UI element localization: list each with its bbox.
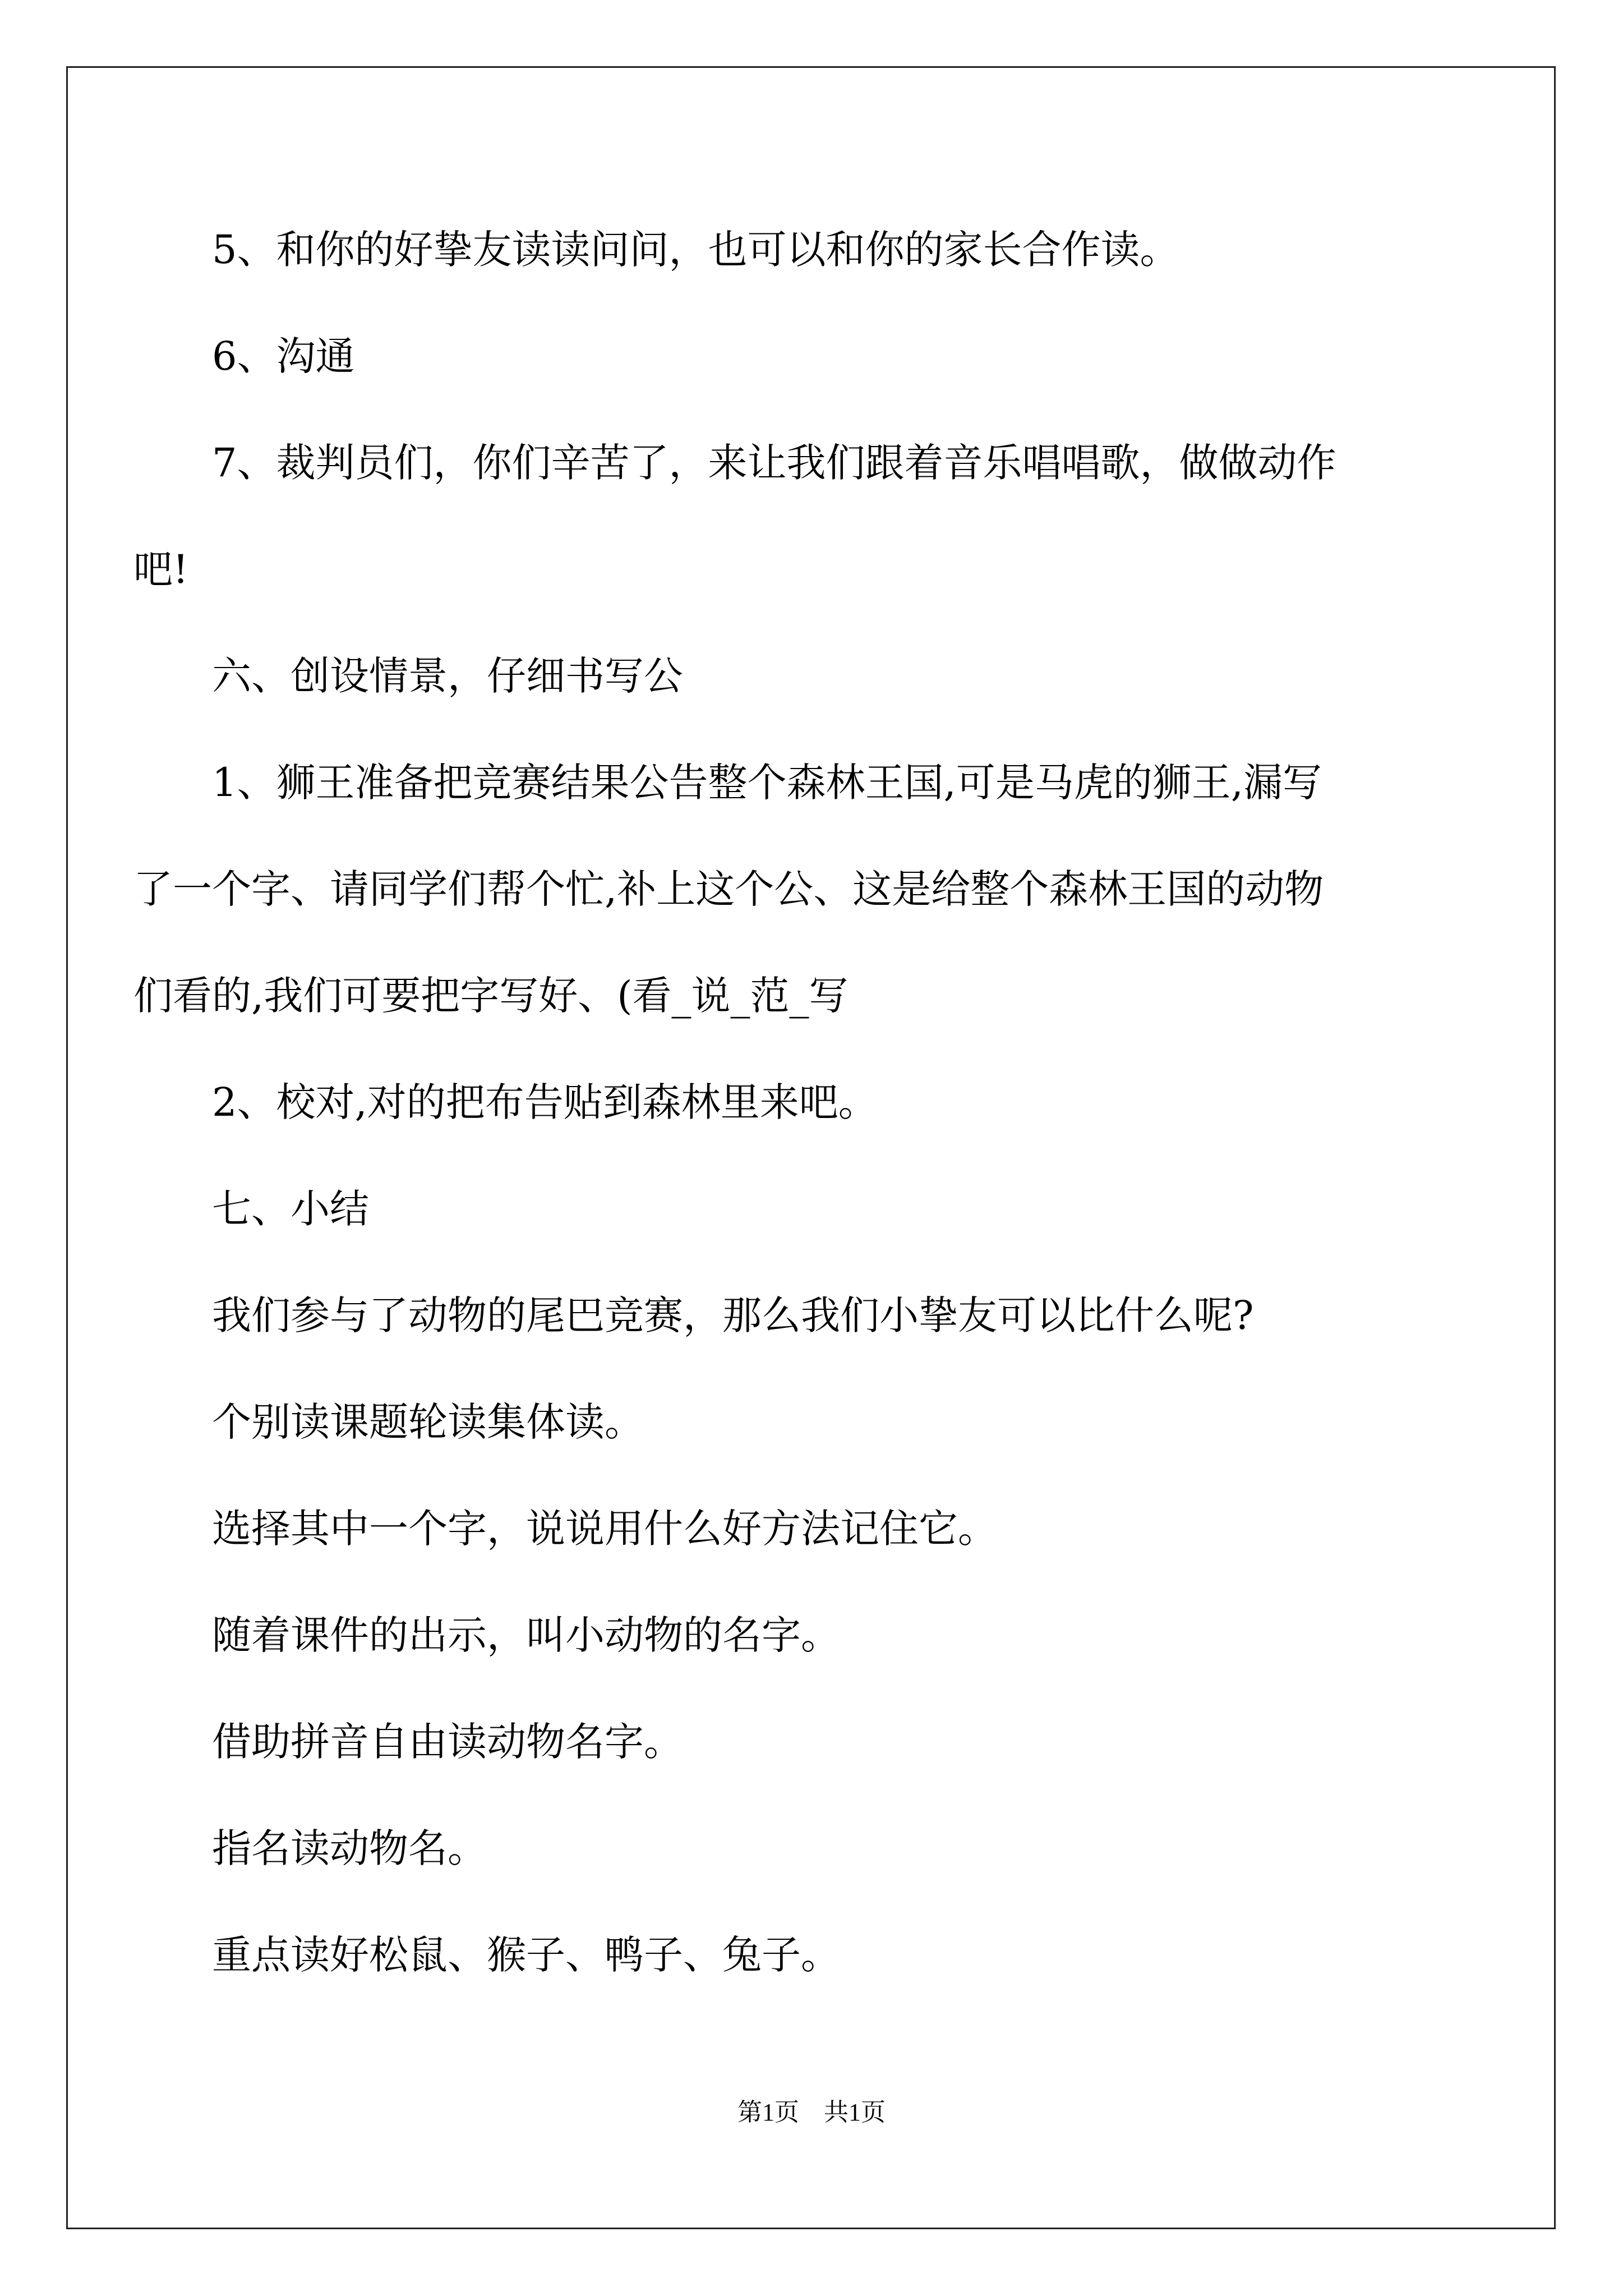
- paragraph-line: 个别读课题轮读集体读。: [212, 1399, 644, 1445]
- page-number: 第1页 共1页: [737, 2099, 886, 2126]
- paragraph-line: 吧!: [133, 546, 189, 592]
- paragraph-line: 随着课件的出示，叫小动物的名字。: [212, 1612, 840, 1658]
- paragraph-line: 我们参与了动物的尾巴竞赛，那么我们小挚友可以比什么呢?: [212, 1292, 1254, 1338]
- page-border: [66, 66, 1556, 2229]
- paragraph-line: 5、和你的好挚友读读问问，也可以和你的家长合作读。: [212, 227, 1179, 273]
- paragraph-line: 重点读好松鼠、猴子、鸭子、兔子。: [212, 1932, 840, 1978]
- section-heading: 七、小结: [212, 1186, 369, 1232]
- paragraph-line: 借助拼音自由读动物名字。: [212, 1719, 683, 1765]
- section-heading: 六、创设情景，仔细书写公: [212, 653, 683, 699]
- paragraph-line: 们看的,我们可要把字写好、(看_说_范_写: [133, 973, 849, 1019]
- paragraph-line: 选择其中一个字，说说用什么好方法记住它。: [212, 1506, 997, 1552]
- paragraph-line: 7、裁判员们，你们辛苦了，来让我们跟着音乐唱唱歌，做做动作: [212, 440, 1336, 486]
- paragraph-line: 2、校对,对的把布告贴到森林里来吧。: [212, 1079, 878, 1125]
- paragraph-line: 了一个字、请同学们帮个忙,补上这个公、这是给整个森林王国的动物: [133, 866, 1324, 912]
- paragraph-line: 指名读动物名。: [212, 1825, 487, 1871]
- paragraph-line: 1、狮王准备把竞赛结果公告整个森林王国,可是马虎的狮王,漏写: [212, 760, 1322, 806]
- paragraph-line: 6、沟通: [212, 333, 355, 379]
